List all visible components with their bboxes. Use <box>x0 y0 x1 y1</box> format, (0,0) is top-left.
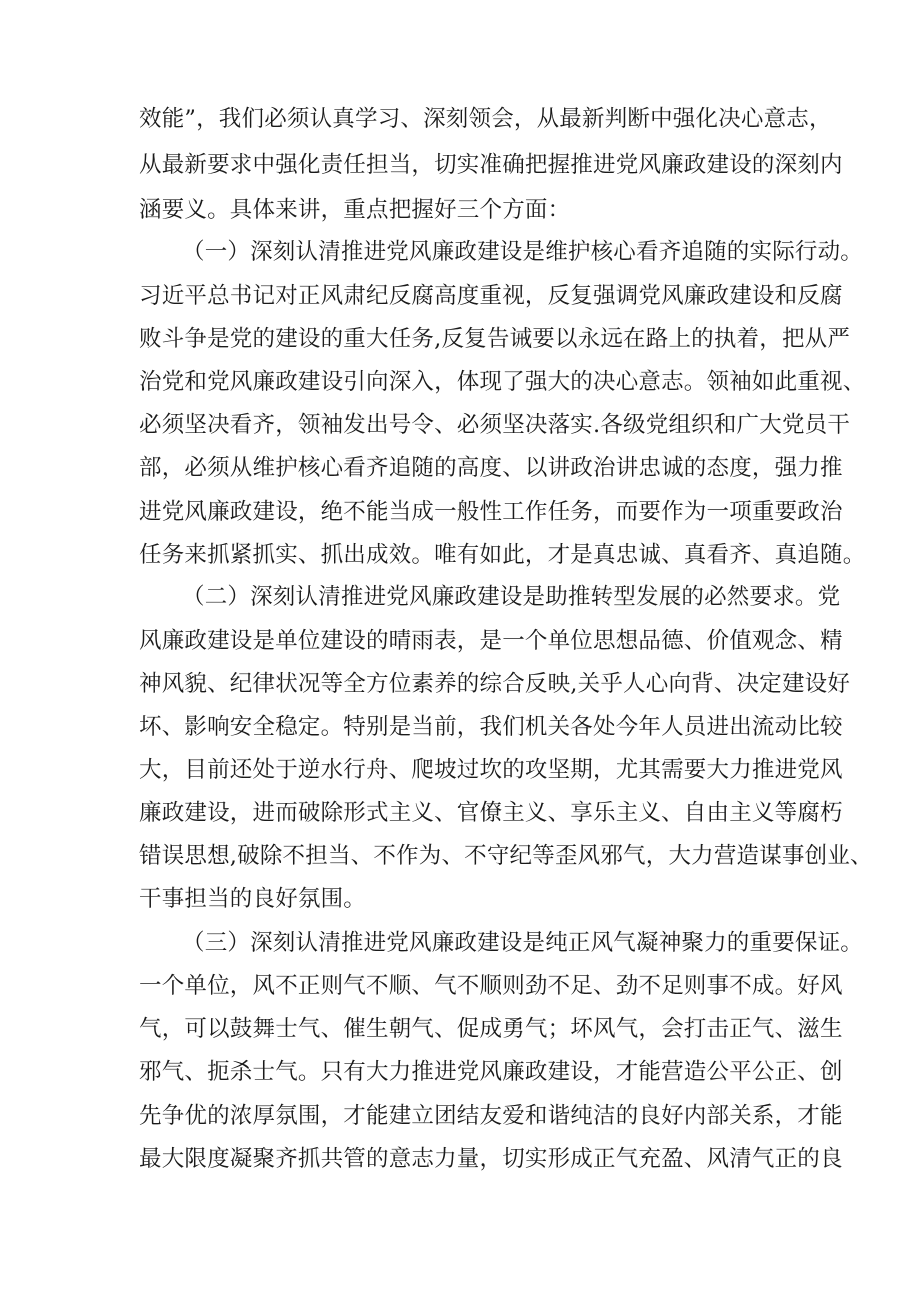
paragraph-heading-1: （一）深刻认清推进党风廉政建设是维护核心看齐追随的实际行动。 <box>182 239 864 265</box>
text-line: 风廉政建设是单位建设的晴雨表，是一个单位思想品德、价值观念、精 <box>139 628 843 654</box>
text-line: 任务来抓紧抓实、抓出成效。唯有如此，才是真忠诚、真看齐、真追随。 <box>139 542 866 568</box>
text-line: 涵要义。具体来讲，重点把握好三个方面： <box>139 197 571 223</box>
text-line: 错误思想,破除不担当、不作为、不守纪等歪风邪气，大力营造谋事创业、 <box>139 843 873 869</box>
text-line: 先争优的浓厚氛围，才能建立团结友爱和谐纯洁的良好内部关系，才能 <box>139 1103 843 1129</box>
text-line: 治党和党风廉政建设引向深入，体现了强大的决心意志。领袖如此重视、 <box>139 369 866 395</box>
text-line: 必须坚决看齐，领袖发出号令、必须坚决落实.各级党组织和广大党员干 <box>139 412 851 438</box>
text-line: 一个单位，风不正则气不顺、气不顺则劲不足、劲不足则事不成。好风 <box>139 973 843 999</box>
paragraph-heading-2: （二）深刻认清推进党风廉政建设是助推转型发展的必然要求。党 <box>182 584 841 610</box>
text-line: 部，必须从维护核心看齐追随的高度、以讲政治讲忠诚的态度，强力推 <box>139 455 843 481</box>
text-line: 进党风廉政建设，绝不能当成一般性工作任务，而要作为一项重要政治 <box>139 499 843 525</box>
text-line: 廉政建设，进而破除形式主义、官僚主义、享乐主义、自由主义等腐朽 <box>139 800 843 826</box>
text-line: 习近平总书记对正风肃纪反腐高度重视，反复强调党风廉政建设和反腐 <box>139 283 843 309</box>
text-line: 神风貌、纪律状况等全方位素养的综合反映,关乎人心向背、决定建设好 <box>139 671 851 697</box>
text-line: 坏、影响安全稳定。特别是当前，我们机关各处今年人员进出流动比较 <box>139 714 843 740</box>
text-line: 干事担当的良好氛围。 <box>139 886 367 912</box>
paragraph-heading-3: （三）深刻认清推进党风廉政建设是纯正风气凝神聚力的重要保证。 <box>182 930 864 956</box>
text-line: 败斗争是党的建设的重大任务,反复告诫要以永远在路上的执着，把从严 <box>139 326 851 352</box>
text-line: 大，目前还处于逆水行舟、爬坡过坎的攻坚期，尤其需要大力推进党风 <box>139 757 843 783</box>
text-line: 效能”，我们必须认真学习、深刻领会，从最新判断中强化决心意志， <box>139 106 832 132</box>
text-line: 气，可以鼓舞士气、催生朝气、促成勇气；坏风气，会打击正气、滋生 <box>139 1016 843 1042</box>
text-line: 最大限度凝聚齐抓共管的意志力量，切实形成正气充盈、风清气正的良 <box>139 1146 843 1172</box>
text-line: 从最新要求中强化责任担当，切实准确把握推进党风廉政建设的深刻内 <box>139 152 843 178</box>
text-line: 邪气、扼杀士气。只有大力推进党风廉政建设，才能营造公平公正、创 <box>139 1059 843 1085</box>
